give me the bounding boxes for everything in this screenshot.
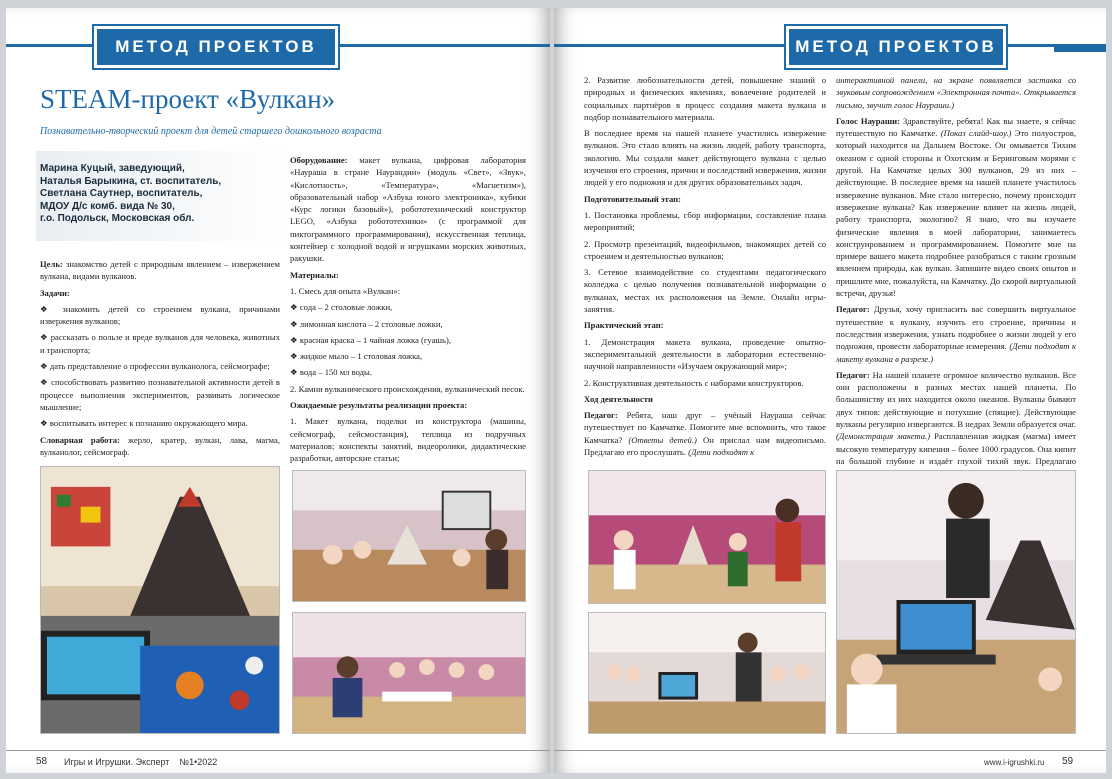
task-item: ❖ способствовать развитию познавательной активности детей в процессе выполнения экспериментов, развивать логическое мышление; [40,377,280,412]
vocab-label: Словарная работа: [40,434,120,445]
goal-text: знакомство детей с природным явлением – извержением вулкана, видами вулканов. [40,259,280,282]
paragraph: 2. Конструктивная деятельность с наборами конструкторов. [584,377,804,388]
tasks-label: Задачи: [40,287,70,298]
results-text: 1. Макет вулкана, поделки из конструктора (машины, сейсмограф, сейсмостанция), теплица из подручных материалов; конспекты занятий, видеоролики, дидактические разработки, авторские статьи; [290,416,526,464]
photo-volcano-demo [588,470,826,604]
footer-rule-right [554,750,1106,751]
paragraph: 2. Просмотр презентаций, видеофильмов, знакомящих детей со строением и деятельностью вулканов; [584,238,826,261]
section-header-left [94,26,338,68]
vocab-text: жерло, кратер, вулкан, лава, магма, вулканолог, сейсмограф. [40,434,280,457]
page-number-left: 58 [36,756,48,767]
magazine-title: Игры и Игрушки. Эксперт №1•2022 [64,757,218,767]
teacher-label: Педагог: [584,410,618,421]
stones-text: 2. Камни вулканического происхождения, вулканический песок. [290,383,525,394]
stage-direction: интерактивной панели, на экране появляется заставка со звуковым сопровождением «Электронная почта». Открывается письмо, звучит голос Наураши.) [836,75,1076,110]
paragraph: В последнее время на нашей планете участились извержение вулканов. Это стало влиять на жизнь людей, работу транспорта, экологию. Мы создали макет действующего вулкана с целью изучения его строения, причин и последствий извержения, жизни людей у его подножия и для других образовательных задач. [584,128,826,188]
teacher-label: Педагог: [836,304,870,315]
section-header-label: МЕТОД ПРОЕКТОВ [795,37,997,56]
right-page [554,8,1106,773]
site-url[interactable]: www.i-igrushki.ru [984,758,1045,767]
paragraph: 1. Демонстрация макета вулкана, проведение опытно-экспериментальной деятельности в лаборатории естественно-научной направленности «Изучаем окружающий мир»; [584,336,826,372]
task-item: ❖ воспитывать интерес к познанию окружающего мира. [40,418,248,429]
article-subtitle: Познавательно-творческий проект для детей старшего дошкольного возраста [40,126,382,137]
photo-group-table [588,612,826,734]
task-item: ❖ знакомить детей со строением вулкана, причинами извержения вулканов; [40,303,280,327]
material-item: ❖ вода – 150 мл воды. [290,367,372,378]
left-page [6,8,550,773]
photo-reading-book [292,612,526,734]
paragraph: 1. Постановка проблемы, сбор информации, составление плана мероприятий; [584,209,826,233]
footer-rule-left [6,750,550,751]
teacher-label: Педагог: [836,369,870,380]
equipment-label: Оборудование: [290,155,348,165]
column-3: 2. Развитие любознательности детей, повышение знаний о природных и физических явлениях, вовлечение родителей и социальных партнёров в процесс создания макета вулкана и подбор познавательного материала. В последнее время на нашей планете участились извержение вулканов. Это стало влиять на жизнь людей, работу транспорта, экологию. Мы создали макет действующего вулкана с целью изучения его строения, причин и последствий извержения, жизни людей у его подножия и для других образовательных задач. Подготовительный этап: 1. Постановка проблемы, сбор информации, составление плана мероприятий; 2. Просмотр презентаций, видеофильмов, знакомящих детей со строением и деятельностью вулканов; 3. Сетевое взаимодействие со студентами педагогического колледжа с целью получения познавательной информации о вулканах, местах их расположения на Земле. Онлайн игры-занятия. Практический этап: 1. Демонстрация макета вулкана, проведение опытно-экспериментальной деятельности в лаборатории естественно-научной направленности «Изучаем окружающий мир»; 2. Конструктивная деятельность с наборами конструкторов. Ход деятельности Педагог: Ребята, наш друг – учёный Наураша сейчас путешествует по Камчатке. Помогите мне вспомнить, что такое Камчатка? (Ответы детей.) Он прислал нам видеописьмо. Предлагаю его прослушать. (Дети подходят к [584,75,826,458]
section-header-right [786,26,1006,68]
activity-course-label: Ход деятельности [584,393,653,404]
task-item: ❖ дать представление о профессии вулканолога, сейсмографе; [40,361,270,372]
material-item: ❖ сода – 2 столовые ложки, [290,302,393,313]
naurasha-voice-label: Голос Наураши: [836,115,900,126]
prep-stage-label: Подготовительный этап: [584,193,681,204]
article-title: STEAM-проект «Вулкан» [40,84,336,114]
column-4: интерактивной панели, на экране появляется заставка со звуковым сопровождением «Электронная почта». Открывается письмо, звучит голос Наураши.) Голос Наураши: Здравствуйте, ребята! Как вы знаете, я сейчас путешествую по Камчатке. (Показ слайд-шоу.) Это полуостров, который находится на Дальнем Востоке. Он омывается Тихим океаном с одной стороны и Охотским и Беринговым морями с другой. На Камчатке целых 300 вулканов, 29 из них – действующие. В последнее время на нашей планете участилось извержение вулканов. Мне стало интересно, почему происходит извержение вулкана? Как извержение влияет на жизнь людей, работу транспорта, экологию? Я знаю, что вы изучаете физические явления в моей лаборатории, занимаетесь конструированием и программированием. Помогите мне на примере вашего макета подробнее разобраться с таким грозным явлением природы, как вулкан. Запишите видео своих опытов и пришлите мне, пожалуйста, на Камчатку. До скорой виртуальной встречи, друзья! Педагог: Друзья, хочу пригласить вас совершить виртуальное путешествие к вулкану, изучить его строение, причины и последствия извержения, узнать подробнее о жизни людей у его подножия, провести лабораторные измерения. (Дети подходят к макету вулкана в разрезе.) Педагог: На нашей планете огромное количество вулканов. Все они расположены в разных местах нашей планеты. По большинству из них находится около океанов. Вулканы бывают двух типов: действующие и потухшие (спящие). Действующие вулканы регулярно извергаются. В недрах Земли образуется очаг. (Демонстрация макета.) Расплавленная жидкая (магма) имеет высокую температуру кипения – более 1000 градусов. Она кипит на большой глубине и издаёт глухой тихий звук. Предлагаю [836,75,1076,466]
page-number-right: 59 [1062,756,1074,767]
photo-children-lab [292,470,526,602]
equipment-text: макет вулкана, цифровая лаборатория «Наураша в стране Наурандии» (модуль «Свет», «Звук», «Кислотность», «Температура», «Магнетизм»), образовательный набор «Азбука юного электроника», кубики «Курс логики базовый»), робототехнический конструктор LEGO, «Азбука робототехники» (с программой для пиктограммного программирования), искусственная теплица, контейнер с холодной водой и игрушками морских животных, ракушки. [290,155,526,264]
column-2 [290,154,526,470]
section-header-label: МЕТОД ПРОЕКТОВ [115,37,317,56]
author-info: Марина Куцый, заведующий, Наталья Барыкина, ст. воспитатель, Светлана Саутнер, воспитатель, МДОУ Д/с комб. вида № 30, г.о. Подольск, Московская обл. [40,163,222,224]
column-1 [40,258,280,470]
materials-label: Материалы: [290,269,339,280]
header-accent-bar [1054,44,1106,52]
material-item: ❖ лимонная кислота – 2 столовые ложки, [290,318,443,329]
material-item: ❖ жидкое мыло – 1 столовая ложка, [290,351,423,362]
results-label: Ожидаемые результаты реализации проекта: [290,400,468,411]
goal-label: Цель: [40,259,63,269]
task-item: ❖ рассказать о пользе и вреде вулканов для человека, животных и транспорта; [40,332,280,355]
paragraph: 3. Сетевое взаимодействие со студентами педагогического колледжа с целью получения познавательной информации о вулканах, местах их расположения на Земле. Онлайн игры-занятия. [584,267,826,315]
paragraph: 2. Развитие любознательности детей, повышение знаний о природных и физических явлениях, вовлечение родителей и социальных партнёров в процесс создания макета вулкана и подбор познавательного материала. [584,75,826,122]
practical-stage-label: Практический этап: [584,320,664,331]
material-item: ❖ красная краска – 1 чайная ложка (гуашь), [290,334,451,345]
photo-volcano-model [40,466,280,734]
photo-laptop-experiment [836,470,1076,734]
mix-heading: 1. Смесь для опыта «Вулкан»: [290,285,401,296]
